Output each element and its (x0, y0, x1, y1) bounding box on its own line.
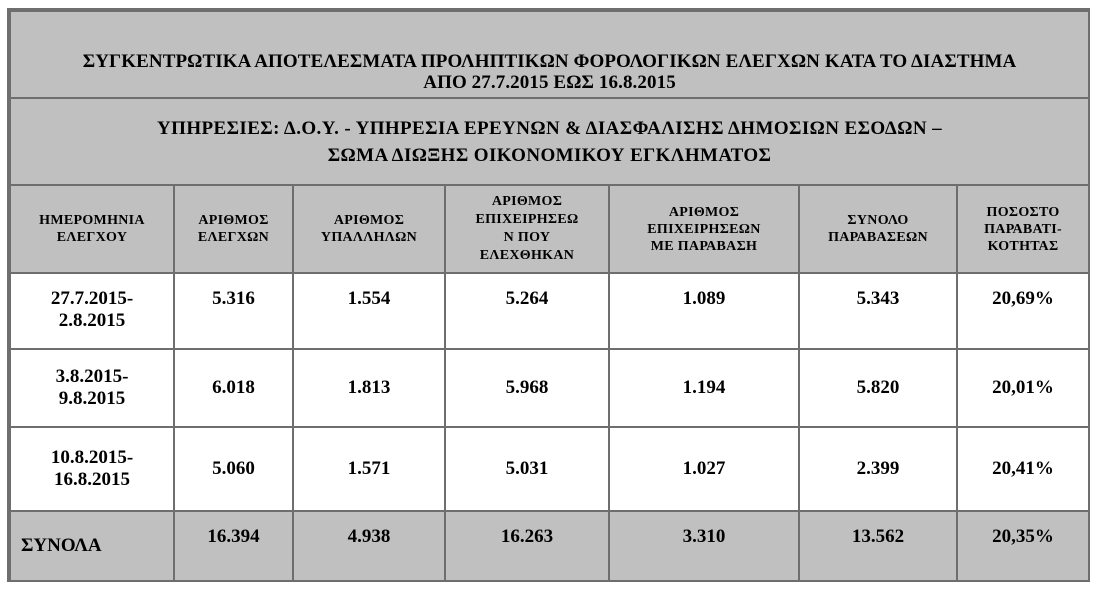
column-header-text: ΠΑΡΑΒΑΤΙ- (984, 221, 1062, 237)
total-violations-cell: 2.399 (799, 427, 957, 511)
results-table-frame (7, 8, 1090, 582)
totals-row (10, 511, 1089, 581)
column-header-checks (174, 185, 293, 273)
services-row (10, 98, 1089, 185)
total-businesses-violation-cell: 3.310 (609, 511, 799, 581)
date-line: 27.7.2015- (50, 288, 134, 309)
results-table (9, 10, 1090, 582)
header-row (10, 185, 1089, 273)
table-row (10, 273, 1089, 349)
column-header-text: ΠΑΡΑΒΑΣΕΩΝ (828, 230, 928, 245)
column-header-text: ΚΟΤΗΤΑΣ (987, 238, 1059, 254)
column-header-text: ΑΡΙΘΜΟΣ (668, 204, 740, 220)
total-violation-rate-cell: 20,35% (957, 511, 1089, 581)
title-row (10, 11, 1089, 98)
column-header-total-violations (799, 185, 957, 273)
checks-cell: 6.018 (174, 349, 293, 427)
date-cell (10, 349, 174, 427)
businesses-violation-cell: 1.194 (609, 349, 799, 427)
column-header-text: ΕΛΕΓΧΟΥ (56, 230, 128, 245)
column-header-employees (293, 185, 445, 273)
column-header-date (10, 185, 174, 273)
column-header-text: ΣΥΝΟΛΟ (847, 213, 909, 228)
checks-cell: 5.060 (174, 427, 293, 511)
column-header-text: ΕΠΙΧΕΙΡΗΣΕΩ (475, 212, 579, 227)
totals-label: ΣΥΝΟΛΑ (10, 511, 174, 581)
date-line: 9.8.2015 (58, 388, 126, 409)
services-line-1: ΥΠΗΡΕΣΙΕΣ: Δ.Ο.Υ. - ΥΠΗΡΕΣΙΑ ΕΡΕΥΝΩΝ & ΔΙΑΣΦΑΛΙΣΗΣ ΔΗΜΟΣΙΩΝ ΕΣΟΔΩΝ – (157, 117, 943, 139)
column-header-text: ΕΛΕΧΘΗΚΑΝ (479, 248, 575, 263)
employees-cell: 1.813 (293, 349, 445, 427)
businesses-checked-cell: 5.264 (445, 273, 609, 349)
total-checks-cell: 16.394 (174, 511, 293, 581)
total-businesses-checked-cell: 16.263 (445, 511, 609, 581)
checks-cell: 5.316 (174, 273, 293, 349)
violation-rate-cell: 20,41% (957, 427, 1089, 511)
businesses-violation-cell: 1.089 (609, 273, 799, 349)
column-header-businesses-checked (445, 185, 609, 273)
employees-cell: 1.571 (293, 427, 445, 511)
column-header-text: ΑΡΙΘΜΟΣ (198, 213, 269, 228)
column-header-text: Ν ΠΟΥ (503, 230, 551, 245)
total-violations-cell: 13.562 (799, 511, 957, 581)
column-header-text: ΠΟΣΟΣΤΟ (986, 204, 1060, 220)
column-header-violation-rate (957, 185, 1089, 273)
table-title (10, 11, 1089, 98)
table-row (10, 427, 1089, 511)
column-header-text: ΜΕ ΠΑΡΑΒΑΣΗ (650, 238, 758, 254)
date-line: 2.8.2015 (58, 310, 126, 331)
column-header-text: ΗΜΕΡΟΜΗΝΙΑ (39, 213, 145, 228)
violation-rate-cell: 20,69% (957, 273, 1089, 349)
services-heading (10, 98, 1089, 185)
table-title-line-1: ΣΥΓΚΕΝΤΡΩΤΙΚΑ ΑΠΟΤΕΛΕΣΜΑΤΑ ΠΡΟΛΗΠΤΙΚΩΝ ΦΟΡΟΛΟΓΙΚΩΝ ΕΛΕΓΧΩΝ ΚΑΤΑ ΤΟ ΔΙΑΣΤΗΜΑ (82, 51, 1017, 72)
column-header-businesses-violation (609, 185, 799, 273)
column-header-text: ΕΠΙΧΕΙΡΗΣΕΩΝ (647, 221, 761, 237)
date-line: 10.8.2015- (50, 447, 134, 468)
column-header-text: ΑΡΙΘΜΟΣ (333, 213, 405, 228)
column-header-text: ΕΛΕΓΧΩΝ (197, 230, 270, 245)
table-title-line-2: ΑΠΟ 27.7.2015 ΕΩΣ 16.8.2015 (423, 72, 676, 93)
businesses-violation-cell: 1.027 (609, 427, 799, 511)
column-header-text: ΥΠΑΛΛΗΛΩΝ (320, 230, 418, 245)
date-cell (10, 427, 174, 511)
date-line: 3.8.2015- (55, 366, 129, 387)
total-employees-cell: 4.938 (293, 511, 445, 581)
violation-rate-cell: 20,01% (957, 349, 1089, 427)
total-violations-cell: 5.343 (799, 273, 957, 349)
businesses-checked-cell: 5.968 (445, 349, 609, 427)
total-violations-cell: 5.820 (799, 349, 957, 427)
date-cell (10, 273, 174, 349)
column-header-text: ΑΡΙΘΜΟΣ (491, 194, 563, 209)
employees-cell: 1.554 (293, 273, 445, 349)
date-line: 16.8.2015 (54, 469, 130, 490)
services-line-2: ΣΩΜΑ ΔΙΩΞΗΣ ΟΙΚΟΝΟΜΙΚΟΥ ΕΓΚΛΗΜΑΤΟΣ (327, 144, 772, 166)
businesses-checked-cell: 5.031 (445, 427, 609, 511)
table-row (10, 349, 1089, 427)
